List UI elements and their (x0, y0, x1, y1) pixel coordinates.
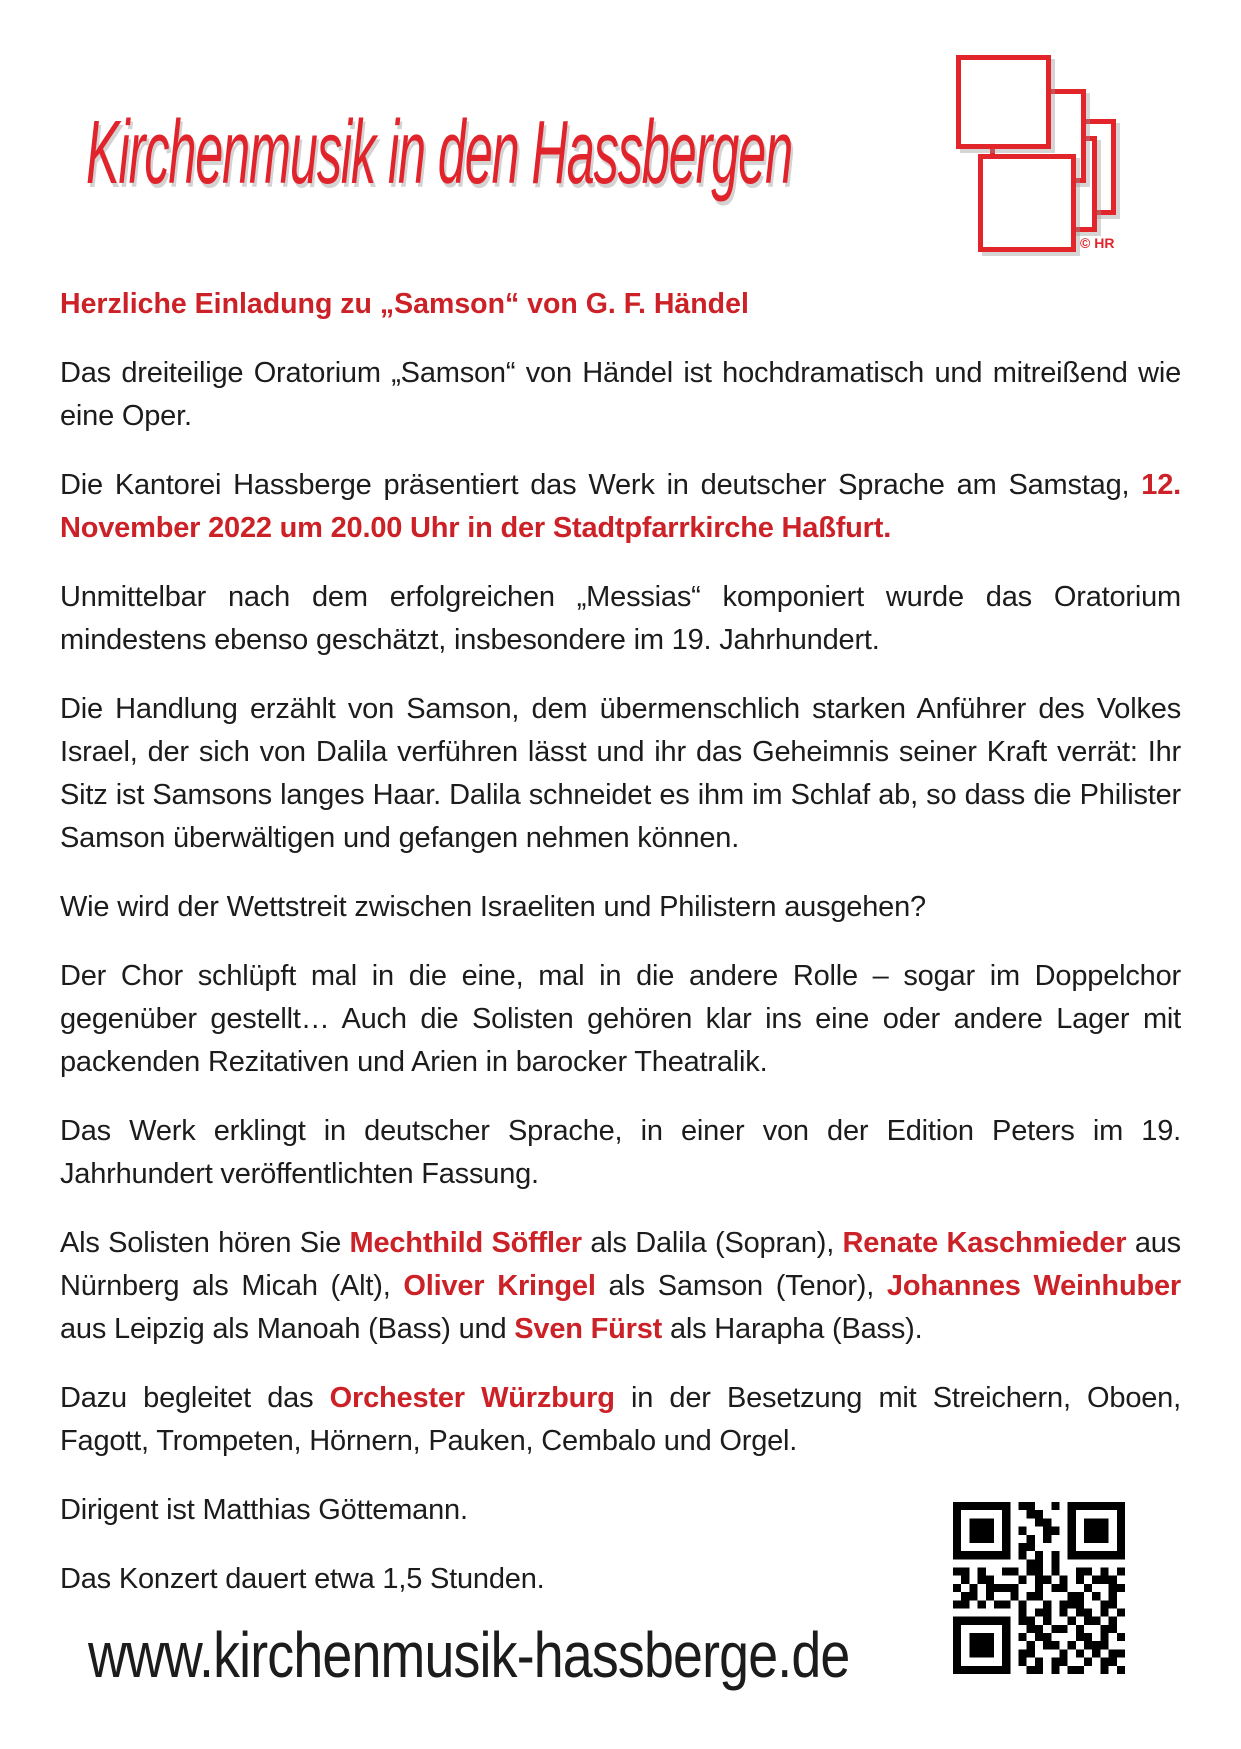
body-text: aus Leipzig als Manoah (Bass) und (60, 1313, 515, 1345)
highlight-text: 12. November 2022 um 20.00 Uhr in der Stadtpfarrkirche Haßfurt. (60, 469, 1181, 544)
masthead (0, 0, 1241, 283)
body-text: Das Werk erklingt in deutscher Sprache, in einer von der Edition Peters im 19. Jahrhundert veröffentlichten Fassung. (60, 1115, 1181, 1190)
paragraph (60, 576, 1181, 662)
flyer-title: Kirchenmusik in den Hassbergen (86, 103, 792, 203)
body-text: als Dalila (Sopran), (581, 1227, 843, 1259)
body-text: Unmittelbar nach dem erfolgreichen „Messias“ komponiert wurde das Oratorium mindestens ebenso geschätzt, insbesondere im 19. Jahrhundert. (60, 581, 1181, 656)
paragraph (60, 1377, 1181, 1463)
paragraph (60, 955, 1181, 1084)
body-text: Dazu begleitet das (60, 1382, 330, 1414)
body-text: Als Solisten hören Sie (60, 1227, 350, 1259)
logo-square (978, 154, 1076, 252)
body-text: Das dreiteilige Oratorium „Samson“ von Händel ist hochdramatisch und mitreißend wie eine Oper. (60, 357, 1181, 432)
paragraph (60, 688, 1181, 860)
logo-square (956, 55, 1051, 149)
highlight-text: Oliver Kringel (403, 1270, 596, 1302)
body-text: aus Nürnberg als Micah (Alt), (60, 1227, 1181, 1302)
body-text: als Harapha (Bass). (662, 1313, 923, 1345)
highlight-text: Orchester Würzburg (329, 1382, 615, 1414)
body-text: Die Kantorei Hassberge präsentiert das Werk in deutscher Sprache am Samstag, (60, 469, 1142, 501)
body-text: Die Handlung erzählt von Samson, dem übermenschlich starken Anführer des Volkes Israel, der sich von Dalila verführen lässt und ihr das Geheimnis seiner Kraft verrät: Ihr Sitz ist Samsons langes Haar. Dalila schneidet es ihm im Schlaf ab, so dass die Philister Samson überwältigen und gefangen nehmen können. (60, 693, 1181, 854)
highlight-text: Renate Kaschmieder (842, 1227, 1127, 1259)
paragraph (60, 1222, 1181, 1351)
qr-code-icon (953, 1502, 1125, 1674)
overlapping-squares-logo (953, 45, 1133, 257)
paragraph (60, 886, 1181, 929)
highlight-text: Mechthild Söffler (349, 1227, 582, 1259)
paragraph (60, 464, 1181, 550)
highlight-text: Sven Fürst (514, 1313, 663, 1345)
body-text: als Samson (Tenor), (595, 1270, 887, 1302)
invitation-heading: Herzliche Einladung zu „Samson“ von G. F. Händel (60, 288, 749, 320)
highlight-text: Johannes Weinhuber (886, 1270, 1181, 1302)
paragraph (60, 352, 1181, 438)
body-text: Das Konzert dauert etwa 1,5 Stunden. (60, 1563, 545, 1595)
flyer-body (60, 283, 1181, 1627)
body-paragraphs (60, 352, 1181, 1601)
website-url: www.kirchenmusik-hassberge.de (88, 1619, 850, 1691)
paragraph (60, 1110, 1181, 1196)
logo-credit: © HR (1080, 235, 1115, 251)
body-text: Der Chor schlüpft mal in die eine, mal in die andere Rolle – sogar im Doppelchor gegenüber gestellt… Auch die Solisten gehören klar ins eine oder andere Lager mit packenden Rezitativen und Arien in barocker Theatralik. (60, 960, 1181, 1078)
body-text: in der Besetzung mit Streichern, Oboen, Fagott, Trompeten, Hörnern, Pauken, Cembalo und Orgel. (60, 1382, 1181, 1457)
body-text: Wie wird der Wettstreit zwischen Israeliten und Philistern ausgehen? (60, 891, 926, 923)
body-text: Dirigent ist Matthias Göttemann. (60, 1494, 468, 1526)
